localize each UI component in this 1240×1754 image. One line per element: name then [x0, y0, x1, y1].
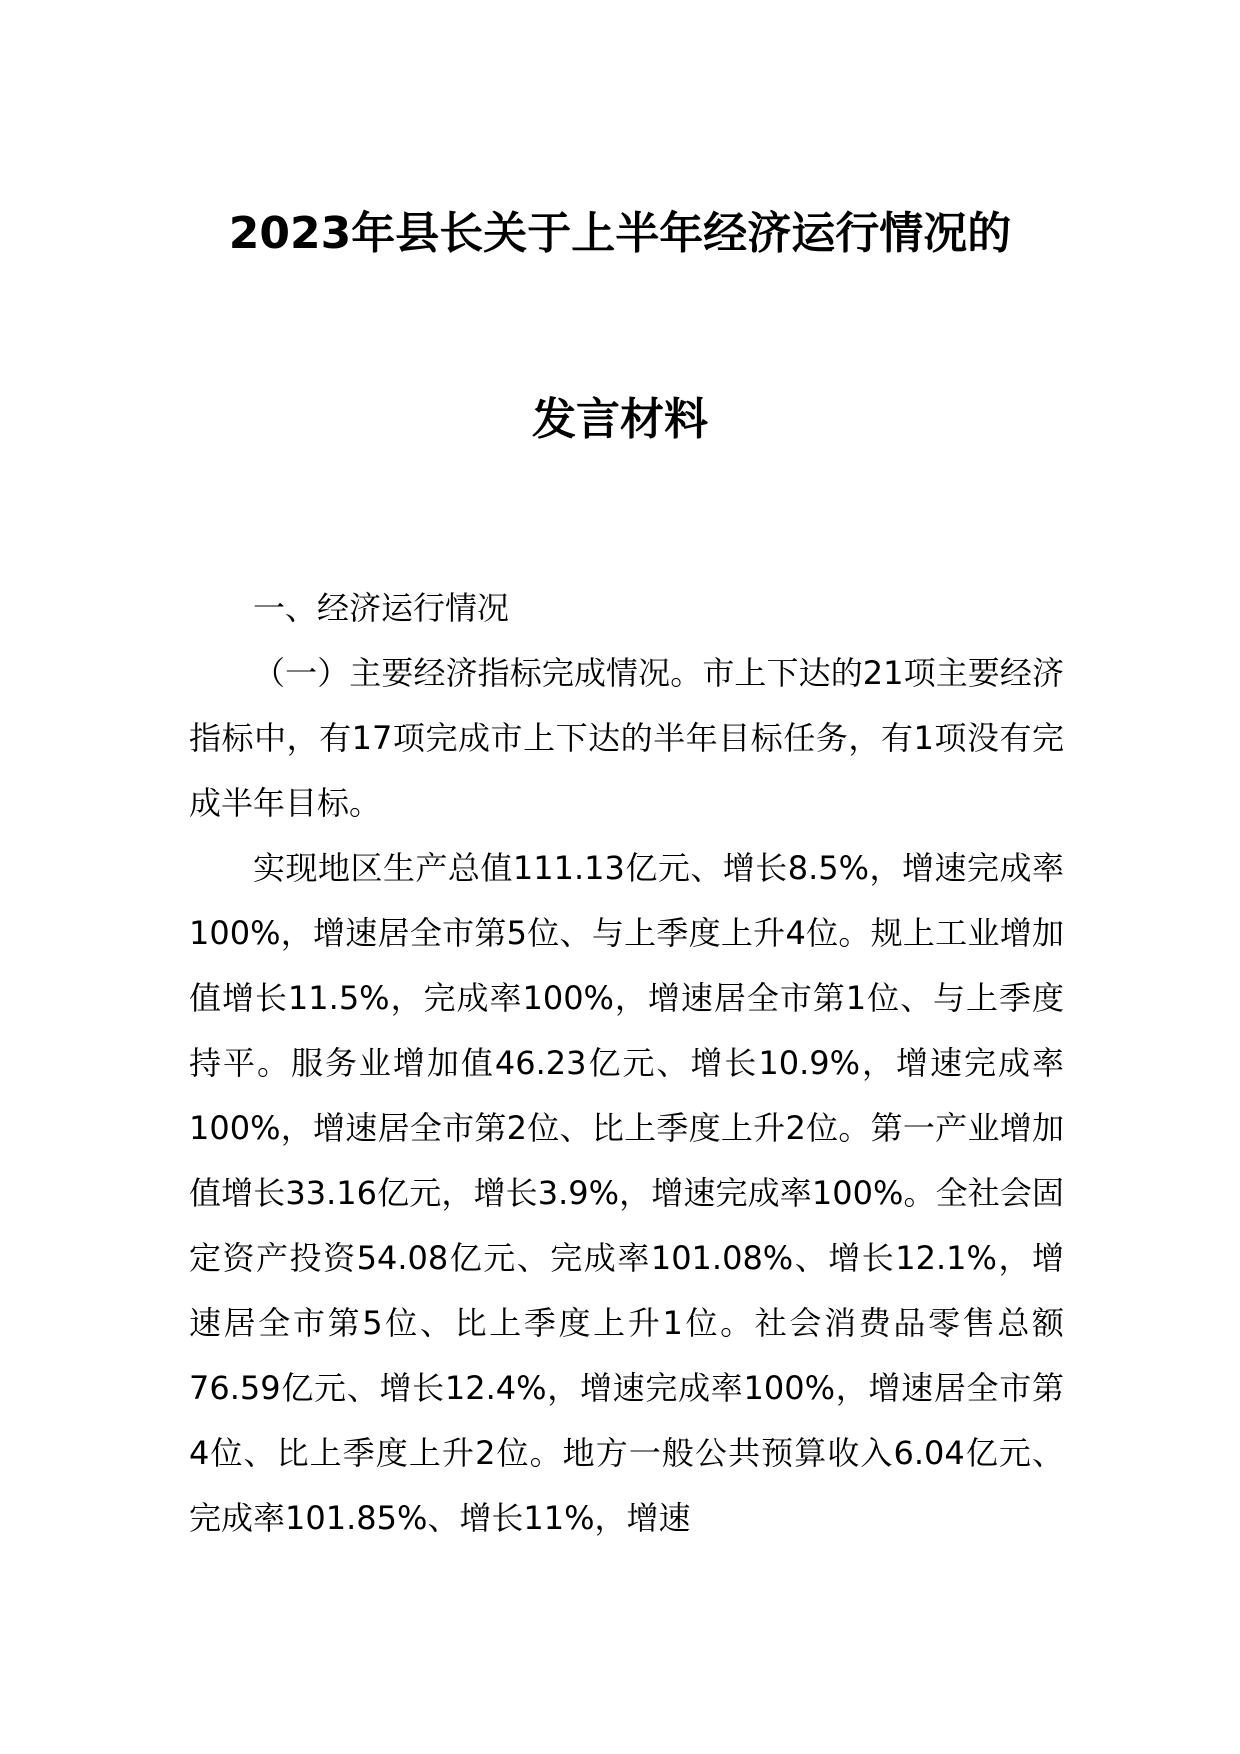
document-body: [189, 576, 1064, 1551]
paragraph-main-indicators: （一）主要经济指标完成情况。市上下达的21项主要经济指标中，有17项完成市上下达的半年目标任务，有1项没有完成半年目标。: [189, 654, 1064, 822]
section-heading: 一、经济运行情况: [253, 589, 510, 627]
document-title-line-1: 2023年县长关于上半年经济运行情况的: [228, 208, 1012, 259]
paragraph-economic-data: 实现地区生产总值111.13亿元、增长8.5%，增速完成率100%，增速居全市第5位、与上季度上升4位。规上工业增加值增长11.5%，完成率100%，增速居全市第1位、与上季度持平。服务业增加值46.23亿元、增长10.9%，增速完成率100%，增速居全市第2位、比上季度上升2位。第一产业增加值增长33.16亿元，增长3.9%，增速完成率100%。全社会固定资产投资54.08亿元、完成率101.08%、增长12.1%，增速居全市第5位、比上季度上升1位。社会消费品零售总额76.59亿元、增长12.4%，增速完成率100%，增速居全市第4位、比上季度上升2位。地方一般公共预算收入6.04亿元、完成率101.85%、增长11%，增速: [189, 849, 1064, 1537]
document-title-line-2: 发言材料: [532, 394, 708, 445]
